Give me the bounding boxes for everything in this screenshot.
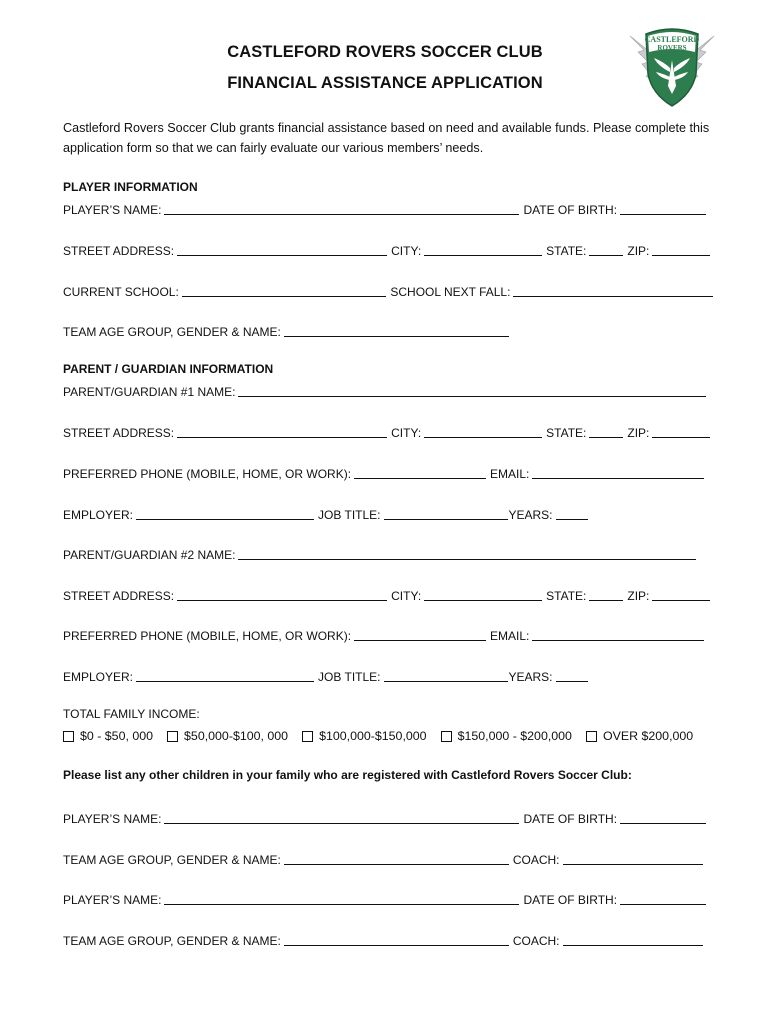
child-dob-label: DATE OF BIRTH: xyxy=(523,812,618,826)
club-crest-logo xyxy=(624,22,720,110)
child-name-field[interactable] xyxy=(164,892,519,905)
child-team-field[interactable] xyxy=(284,933,509,946)
guardian2-employer-row xyxy=(63,666,713,684)
city-field[interactable] xyxy=(424,425,542,438)
guardian2-name-row xyxy=(63,544,713,562)
street-field[interactable] xyxy=(177,588,387,601)
child-team-label: TEAM AGE GROUP, GENDER & NAME: xyxy=(63,934,281,948)
zip-field[interactable] xyxy=(652,588,710,601)
child2-name-row xyxy=(63,889,713,907)
job-title-field[interactable] xyxy=(384,669,508,682)
guardian2-name-field[interactable] xyxy=(238,547,696,560)
email-field[interactable] xyxy=(532,628,704,641)
income-option-label: $150,000 - $200,000 xyxy=(457,729,572,743)
next-school-label: SCHOOL NEXT FALL: xyxy=(390,285,511,299)
state-field[interactable] xyxy=(589,588,623,601)
phone-label: PREFERRED PHONE (MOBILE, HOME, OR WORK): xyxy=(63,629,352,643)
child1-name-row xyxy=(63,808,713,826)
street-label: STREET ADDRESS: xyxy=(63,244,175,258)
email-label: EMAIL: xyxy=(490,629,530,643)
street-field[interactable] xyxy=(177,425,387,438)
guardian1-address-row xyxy=(63,422,713,440)
email-field[interactable] xyxy=(532,466,704,479)
school-row xyxy=(63,281,713,299)
state-label: STATE: xyxy=(546,589,587,603)
guardian1-employer-row xyxy=(63,504,713,522)
street-label: STREET ADDRESS: xyxy=(63,426,175,440)
city-label: CITY: xyxy=(391,426,422,440)
income-option-label: $50,000-$100, 000 xyxy=(184,729,289,743)
zip-label: ZIP: xyxy=(627,244,650,258)
income-option[interactable] xyxy=(167,729,288,743)
years-label: YEARS: xyxy=(508,670,553,684)
zip-field[interactable] xyxy=(652,243,710,256)
employer-label: EMPLOYER: xyxy=(63,508,134,522)
checkbox[interactable] xyxy=(63,731,74,742)
player-info-heading: PLAYER INFORMATION xyxy=(63,180,198,194)
guardian1-phone-row xyxy=(63,463,713,481)
child-name-label: PLAYER’S NAME: xyxy=(63,893,162,907)
coach-label: COACH: xyxy=(512,934,560,948)
crest-text-bottom: ROVERS xyxy=(657,44,687,52)
employer-label: EMPLOYER: xyxy=(63,670,134,684)
child-name-label: PLAYER’S NAME: xyxy=(63,812,162,826)
phone-field[interactable] xyxy=(354,628,486,641)
guardian2-name-label: PARENT/GUARDIAN #2 NAME: xyxy=(63,548,236,562)
income-option[interactable] xyxy=(302,729,427,743)
income-option-label: $100,000-$150,000 xyxy=(319,729,427,743)
child2-team-row xyxy=(63,930,713,948)
job-title-field[interactable] xyxy=(384,507,508,520)
guardian1-name-row xyxy=(63,381,713,399)
team-field[interactable] xyxy=(284,324,509,337)
income-options xyxy=(63,727,693,745)
employer-field[interactable] xyxy=(136,669,314,682)
player-address-row xyxy=(63,240,713,258)
intro-paragraph: Castleford Rovers Soccer Club grants financial assistance based on need and available funds. Please complete this application form so that we can fairly evaluate our various members’ needs. xyxy=(63,121,710,155)
checkbox[interactable] xyxy=(441,731,452,742)
child1-team-row xyxy=(63,849,713,867)
player-name-field[interactable] xyxy=(164,202,519,215)
phone-label: PREFERRED PHONE (MOBILE, HOME, OR WORK): xyxy=(63,467,352,481)
checkbox[interactable] xyxy=(586,731,597,742)
state-label: STATE: xyxy=(546,426,587,440)
coach-field[interactable] xyxy=(563,852,703,865)
school-label: CURRENT SCHOOL: xyxy=(63,285,179,299)
income-label: TOTAL FAMILY INCOME: xyxy=(63,707,200,721)
state-field[interactable] xyxy=(589,243,623,256)
checkbox[interactable] xyxy=(302,731,313,742)
team-label: TEAM AGE GROUP, GENDER & NAME: xyxy=(63,325,281,339)
guardian1-name-label: PARENT/GUARDIAN #1 NAME: xyxy=(63,385,236,399)
child-name-field[interactable] xyxy=(164,811,519,824)
guardian2-address-row xyxy=(63,585,713,603)
player-name-row xyxy=(63,199,713,217)
income-option-label: OVER $200,000 xyxy=(602,729,694,743)
income-option[interactable] xyxy=(63,729,153,743)
coach-label: COACH: xyxy=(512,853,560,867)
employer-field[interactable] xyxy=(136,507,314,520)
city-label: CITY: xyxy=(391,244,422,258)
income-option[interactable] xyxy=(586,729,693,743)
city-label: CITY: xyxy=(391,589,422,603)
page-subtitle: FINANCIAL ASSISTANCE APPLICATION xyxy=(227,74,543,92)
child-dob-field[interactable] xyxy=(620,811,706,824)
guardian1-name-field[interactable] xyxy=(238,384,706,397)
child-team-field[interactable] xyxy=(284,852,509,865)
years-label: YEARS: xyxy=(508,508,553,522)
child-dob-field[interactable] xyxy=(620,892,706,905)
next-school-field[interactable] xyxy=(513,284,713,297)
dob-label: DATE OF BIRTH: xyxy=(523,203,618,217)
zip-field[interactable] xyxy=(652,425,710,438)
school-field[interactable] xyxy=(182,284,387,297)
email-label: EMAIL: xyxy=(490,467,530,481)
team-row xyxy=(63,321,713,339)
years-field[interactable] xyxy=(556,507,588,520)
income-option[interactable] xyxy=(441,729,572,743)
years-field[interactable] xyxy=(556,669,588,682)
child-dob-label: DATE OF BIRTH: xyxy=(523,893,618,907)
city-field[interactable] xyxy=(424,243,542,256)
state-label: STATE: xyxy=(546,244,587,258)
phone-field[interactable] xyxy=(354,466,486,479)
other-children-prompt: Please list any other children in your family who are registered with Castleford Rovers Soccer Club: xyxy=(63,768,632,782)
job-title-label: JOB TITLE: xyxy=(318,670,381,684)
zip-label: ZIP: xyxy=(627,589,650,603)
page-title: CASTLEFORD ROVERS SOCCER CLUB xyxy=(227,43,543,61)
street-field[interactable] xyxy=(177,243,387,256)
player-name-label: PLAYER’S NAME: xyxy=(63,203,162,217)
guardian-info-heading: PARENT / GUARDIAN INFORMATION xyxy=(63,362,274,376)
zip-label: ZIP: xyxy=(627,426,650,440)
job-title-label: JOB TITLE: xyxy=(318,508,381,522)
state-field[interactable] xyxy=(589,425,623,438)
checkbox[interactable] xyxy=(167,731,178,742)
city-field[interactable] xyxy=(424,588,542,601)
child-team-label: TEAM AGE GROUP, GENDER & NAME: xyxy=(63,853,281,867)
guardian2-phone-row xyxy=(63,625,713,643)
coach-field[interactable] xyxy=(563,933,703,946)
dob-field[interactable] xyxy=(620,202,706,215)
crest-text-top: CASTLEFORD xyxy=(644,35,700,44)
street-label: STREET ADDRESS: xyxy=(63,589,175,603)
income-option-label: $0 - $50, 000 xyxy=(80,729,154,743)
